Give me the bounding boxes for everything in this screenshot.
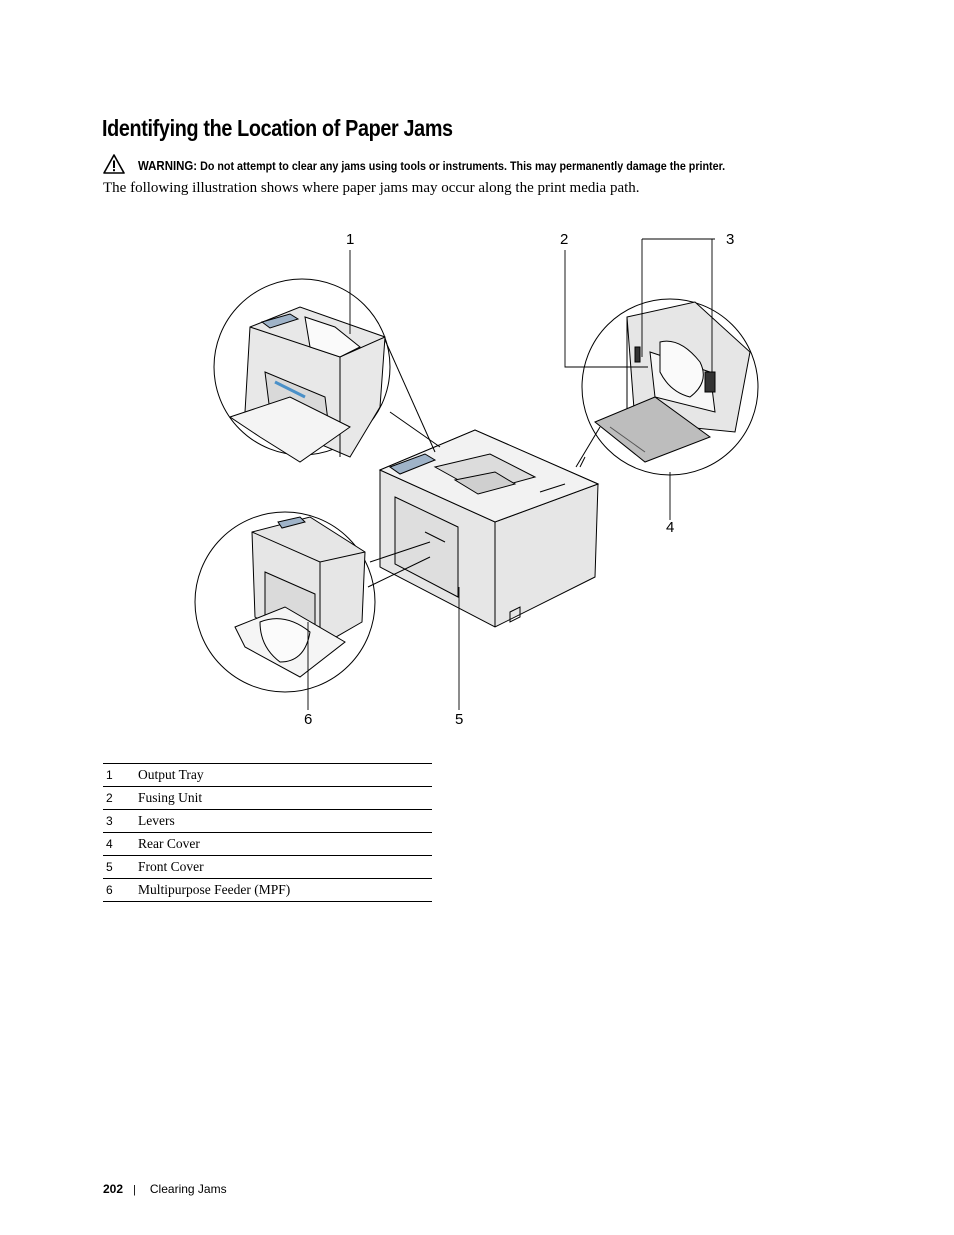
rear-cover-detail — [576, 299, 758, 475]
table-row — [103, 879, 432, 902]
page-footer — [103, 1182, 227, 1196]
callout-3: 3 — [726, 231, 735, 248]
legend-label: Output Tray — [138, 764, 432, 787]
callout-5: 5 — [455, 711, 464, 728]
table-row — [103, 787, 432, 810]
table-row — [103, 833, 432, 856]
footer-section: Clearing Jams — [149, 1182, 227, 1196]
callout-4: 4 — [666, 519, 675, 536]
warning-triangle-icon — [103, 154, 125, 174]
output-tray-detail — [214, 279, 440, 462]
legend-number: 4 — [103, 833, 138, 856]
callout-1: 1 — [346, 231, 355, 248]
page-title: Identifying the Location of Paper Jams — [102, 115, 453, 141]
legend-label: Multipurpose Feeder (MPF) — [138, 879, 432, 902]
legend-label: Front Cover — [138, 856, 432, 879]
legend-number: 1 — [103, 764, 138, 787]
legend-number: 3 — [103, 810, 138, 833]
table-row — [103, 810, 432, 833]
footer-separator: | — [133, 1184, 136, 1196]
legend-number: 2 — [103, 787, 138, 810]
warning-text: Do not attempt to clear any jams using tools or instruments. This may permanently damage the printer. — [200, 159, 726, 173]
page-number: 202 — [103, 1182, 124, 1196]
paper-jam-illustration — [190, 222, 770, 737]
legend-label: Levers — [138, 810, 432, 833]
table-row — [103, 856, 432, 879]
legend-number: 5 — [103, 856, 138, 879]
printer-main-illustration — [380, 430, 598, 627]
legend-number: 6 — [103, 879, 138, 902]
warning-label: WARNING: — [138, 158, 198, 173]
callout-legend-table — [103, 763, 432, 902]
table-row — [103, 764, 432, 787]
callout-6: 6 — [304, 711, 313, 728]
intro-paragraph: The following illustration shows where paper jams may occur along the print media path. — [103, 180, 640, 196]
legend-label: Fusing Unit — [138, 787, 432, 810]
warning-note — [103, 154, 863, 178]
legend-label: Rear Cover — [138, 833, 432, 856]
callout-2: 2 — [560, 231, 569, 248]
